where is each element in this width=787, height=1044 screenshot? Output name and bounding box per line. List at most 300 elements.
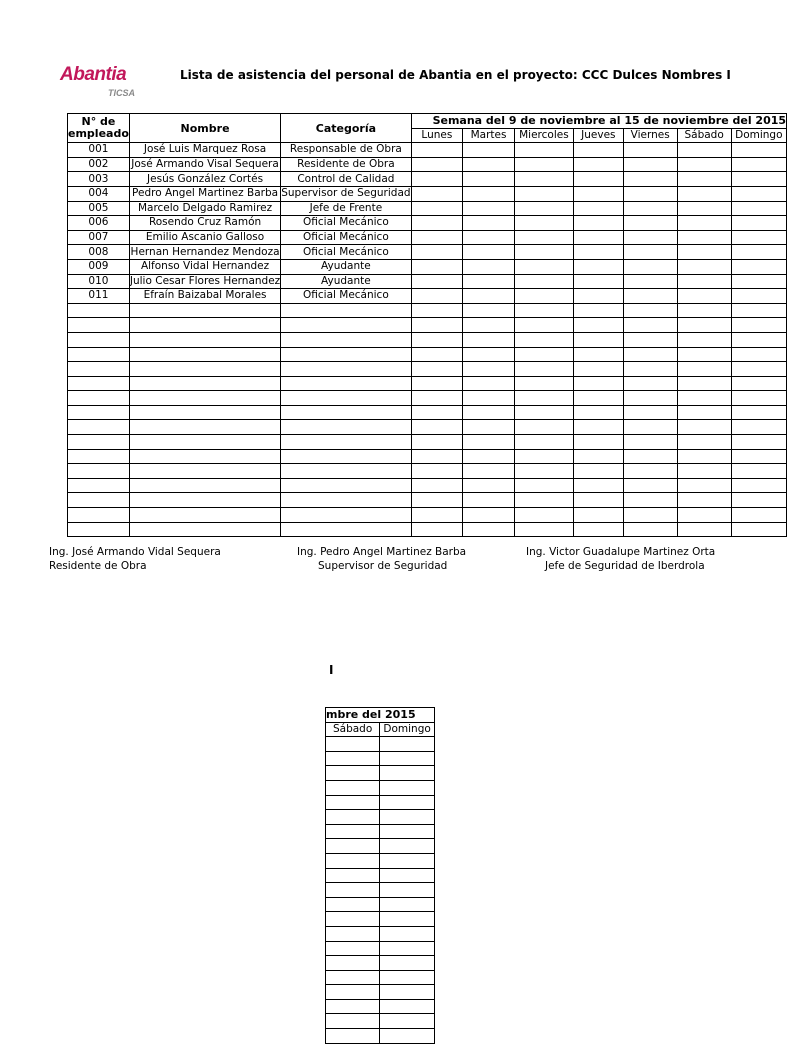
attendance-cell: [573, 143, 623, 158]
attendance-cell: [514, 289, 573, 304]
empty-table-row: [68, 362, 787, 377]
attendance-cell: [411, 186, 463, 201]
empty-table-row: [326, 868, 435, 883]
attendance-cell: [573, 289, 623, 304]
attendance-cell: [380, 985, 435, 1000]
empty-table-row: [68, 376, 787, 391]
empty-cell: [411, 332, 463, 347]
day-header: Jueves: [573, 128, 623, 143]
empty-cell: [68, 332, 130, 347]
employee-name-cell: Efraín Baizabal Morales: [129, 289, 280, 304]
table-row: [68, 274, 787, 289]
empty-cell: [731, 508, 786, 523]
employee-name-cell: Jesús González Cortés: [129, 172, 280, 187]
day-header: Sábado: [677, 128, 731, 143]
attendance-cell: [677, 230, 731, 245]
empty-table-row: [326, 897, 435, 912]
empty-cell: [731, 332, 786, 347]
empty-cell: [463, 332, 515, 347]
empty-cell: [68, 303, 130, 318]
document-title: Lista de asistencia del personal de Abantia en el proyecto: CCC Dulces Nombres I: [180, 68, 731, 82]
attendance-cell: [326, 795, 380, 810]
empty-cell: [731, 405, 786, 420]
attendance-cell: [573, 230, 623, 245]
empty-cell: [68, 318, 130, 333]
empty-cell: [514, 420, 573, 435]
empty-cell: [463, 449, 515, 464]
attendance-cell: [463, 186, 515, 201]
employee-category-cell: Oficial Mecánico: [281, 230, 411, 245]
attendance-cell: [731, 245, 786, 260]
employee-name-cell: Pedro Angel Martinez Barba: [129, 186, 280, 201]
attendance-cell: [623, 245, 677, 260]
empty-cell: [731, 420, 786, 435]
empty-cell: [411, 347, 463, 362]
empty-cell: [573, 508, 623, 523]
empty-cell: [573, 522, 623, 537]
employee-category-cell: Ayudante: [281, 259, 411, 274]
logo-subtitle: TICSA: [108, 88, 135, 98]
empty-cell: [68, 420, 130, 435]
attendance-cell: [326, 897, 380, 912]
employee-name-cell: Hernan Hernandez Mendoza: [130, 245, 280, 258]
empty-cell: [573, 318, 623, 333]
empty-cell: [411, 478, 463, 493]
employee-category-cell: Supervisor de Seguridad: [281, 187, 411, 200]
attendance-cell: [411, 201, 463, 216]
attendance-cell: [731, 289, 786, 304]
empty-cell: [411, 435, 463, 450]
attendance-cell: [573, 172, 623, 187]
empty-cell: [573, 376, 623, 391]
empty-cell: [514, 303, 573, 318]
attendance-cell: [514, 143, 573, 158]
attendance-cell: [326, 941, 380, 956]
empty-cell: [514, 332, 573, 347]
empty-cell: [514, 376, 573, 391]
continuation-title-tail: I: [329, 663, 334, 677]
attendance-cell: [380, 970, 435, 985]
empty-cell: [129, 522, 280, 537]
empty-cell: [573, 449, 623, 464]
empty-cell: [68, 435, 130, 450]
attendance-cell: [411, 157, 463, 172]
attendance-cell: [380, 751, 435, 766]
attendance-cell: [411, 216, 463, 231]
attendance-cell: [380, 795, 435, 810]
signature-name: Ing. José Armando Vidal Sequera: [49, 546, 221, 558]
empty-cell: [463, 405, 515, 420]
empty-cell: [281, 303, 411, 318]
attendance-cell: [463, 274, 515, 289]
empty-table-row: [326, 985, 435, 1000]
empty-cell: [68, 478, 130, 493]
empty-cell: [677, 347, 731, 362]
employee-number-cell: 006: [68, 216, 130, 231]
empty-cell: [573, 493, 623, 508]
attendance-cell: [326, 810, 380, 825]
empty-cell: [514, 347, 573, 362]
empty-cell: [731, 493, 786, 508]
attendance-cell: [380, 1014, 435, 1029]
empty-cell: [623, 376, 677, 391]
attendance-cell: [573, 157, 623, 172]
empty-table-row: [326, 810, 435, 825]
empty-cell: [281, 420, 411, 435]
empty-cell: [573, 347, 623, 362]
empty-cell: [677, 420, 731, 435]
empty-cell: [68, 449, 130, 464]
continuation-header-row: [326, 708, 435, 723]
employee-category-cell: Ayudante: [281, 274, 411, 289]
employee-number-cell: 002: [68, 157, 130, 172]
table-row: [68, 172, 787, 187]
empty-cell: [677, 493, 731, 508]
empty-cell: [411, 493, 463, 508]
attendance-cell: [514, 172, 573, 187]
empty-cell: [623, 493, 677, 508]
employee-category-cell: Jefe de Frente: [281, 201, 411, 216]
empty-cell: [129, 493, 280, 508]
empty-cell: [463, 420, 515, 435]
employee-category-cell: Oficial Mecánico: [281, 245, 411, 260]
employee-category-cell: Responsable de Obra: [281, 143, 411, 158]
empty-cell: [514, 449, 573, 464]
empty-cell: [129, 435, 280, 450]
empty-cell: [281, 318, 411, 333]
empty-cell: [514, 493, 573, 508]
empty-table-row: [326, 970, 435, 985]
empty-cell: [677, 303, 731, 318]
employee-category-cell: Oficial Mecánico: [281, 289, 411, 304]
attendance-cell: [463, 245, 515, 260]
empty-cell: [281, 332, 411, 347]
empty-table-row: [326, 926, 435, 941]
attendance-cell: [380, 737, 435, 752]
header-employee-number-line2: empleado: [68, 127, 129, 141]
empty-cell: [677, 332, 731, 347]
empty-table-row: [68, 435, 787, 450]
empty-cell: [623, 478, 677, 493]
empty-cell: [514, 478, 573, 493]
empty-table-row: [326, 751, 435, 766]
empty-table-row: [326, 956, 435, 971]
empty-cell: [129, 332, 280, 347]
empty-cell: [129, 405, 280, 420]
empty-cell: [514, 362, 573, 377]
empty-cell: [677, 508, 731, 523]
attendance-cell: [326, 1014, 380, 1029]
table-row: [68, 216, 787, 231]
empty-cell: [514, 405, 573, 420]
empty-cell: [463, 376, 515, 391]
empty-cell: [129, 508, 280, 523]
empty-cell: [677, 362, 731, 377]
empty-cell: [463, 508, 515, 523]
attendance-cell: [326, 766, 380, 781]
empty-cell: [573, 391, 623, 406]
attendance-cell: [677, 201, 731, 216]
day-header: Domingo: [731, 128, 786, 143]
attendance-cell: [731, 274, 786, 289]
empty-cell: [129, 376, 280, 391]
attendance-cell: [514, 259, 573, 274]
table-row: [68, 157, 787, 172]
empty-table-row: [68, 478, 787, 493]
employee-number-cell: 004: [68, 186, 130, 201]
empty-cell: [731, 449, 786, 464]
empty-cell: [623, 435, 677, 450]
empty-cell: [463, 522, 515, 537]
empty-cell: [68, 508, 130, 523]
empty-cell: [129, 420, 280, 435]
signature-role: Jefe de Seguridad de Iberdrola: [545, 560, 705, 572]
employee-category-cell: Residente de Obra: [281, 157, 411, 172]
empty-cell: [514, 508, 573, 523]
header-employee-number: [68, 114, 130, 143]
attendance-cell: [514, 274, 573, 289]
empty-table-row: [68, 405, 787, 420]
empty-cell: [623, 303, 677, 318]
attendance-cell: [380, 941, 435, 956]
attendance-cell: [380, 810, 435, 825]
attendance-cell: [380, 780, 435, 795]
empty-cell: [677, 478, 731, 493]
attendance-cell: [731, 230, 786, 245]
empty-cell: [68, 347, 130, 362]
employee-number-cell: 010: [68, 274, 130, 289]
empty-cell: [623, 522, 677, 537]
attendance-cell: [677, 172, 731, 187]
empty-cell: [731, 435, 786, 450]
empty-cell: [573, 405, 623, 420]
table-row: [68, 245, 787, 260]
empty-cell: [677, 318, 731, 333]
empty-cell: [463, 318, 515, 333]
attendance-cell: [326, 751, 380, 766]
attendance-cell: [380, 824, 435, 839]
attendance-cell: [573, 274, 623, 289]
empty-cell: [129, 449, 280, 464]
empty-cell: [411, 391, 463, 406]
attendance-cell: [411, 245, 463, 260]
attendance-cell: [573, 259, 623, 274]
signature-name: Ing. Pedro Angel Martinez Barba: [297, 546, 467, 558]
empty-cell: [677, 391, 731, 406]
empty-cell: [573, 303, 623, 318]
attendance-cell: [514, 216, 573, 231]
empty-table-row: [68, 420, 787, 435]
empty-cell: [463, 303, 515, 318]
attendance-cell: [731, 186, 786, 201]
attendance-cell: [326, 970, 380, 985]
attendance-cell: [514, 230, 573, 245]
attendance-cell: [326, 926, 380, 941]
empty-cell: [411, 420, 463, 435]
day-header: Martes: [463, 128, 515, 143]
employee-number-cell: 011: [68, 289, 130, 304]
attendance-cell: [731, 216, 786, 231]
empty-table-row: [326, 912, 435, 927]
empty-cell: [463, 464, 515, 479]
attendance-cell: [380, 926, 435, 941]
empty-cell: [623, 405, 677, 420]
attendance-cell: [463, 157, 515, 172]
empty-cell: [281, 347, 411, 362]
empty-cell: [677, 405, 731, 420]
employee-name-cell: Marcelo Delgado Ramirez: [129, 201, 280, 216]
employee-number-cell: 007: [68, 230, 130, 245]
empty-cell: [623, 332, 677, 347]
empty-cell: [129, 303, 280, 318]
empty-cell: [281, 493, 411, 508]
attendance-cell: [463, 230, 515, 245]
attendance-cell: [677, 157, 731, 172]
empty-cell: [463, 362, 515, 377]
empty-table-row: [68, 493, 787, 508]
empty-cell: [677, 376, 731, 391]
attendance-cell: [326, 883, 380, 898]
employee-category-cell: Oficial Mecánico: [281, 216, 411, 231]
empty-cell: [411, 405, 463, 420]
empty-cell: [514, 318, 573, 333]
attendance-cell: [411, 172, 463, 187]
empty-cell: [463, 347, 515, 362]
empty-cell: [573, 464, 623, 479]
employee-name-cell: Julio Cesar Flores Hernandez: [129, 274, 281, 287]
employee-number-cell: 009: [68, 259, 130, 274]
empty-cell: [731, 478, 786, 493]
employee-number-cell: 003: [68, 172, 130, 187]
attendance-cell: [514, 157, 573, 172]
table-row: [68, 201, 787, 216]
signature-block-2: [297, 545, 466, 573]
empty-cell: [463, 478, 515, 493]
signature-role: Supervisor de Seguridad: [318, 560, 448, 572]
empty-cell: [129, 464, 280, 479]
day-header: Sábado: [326, 722, 380, 737]
empty-cell: [411, 522, 463, 537]
empty-table-row: [68, 508, 787, 523]
empty-cell: [463, 493, 515, 508]
employee-name-cell: Emilio Ascanio Galloso: [129, 230, 280, 245]
empty-cell: [68, 493, 130, 508]
attendance-cell: [677, 259, 731, 274]
empty-cell: [731, 347, 786, 362]
attendance-cell: [677, 216, 731, 231]
empty-table-row: [326, 1014, 435, 1029]
attendance-cell: [573, 216, 623, 231]
empty-table-row: [326, 795, 435, 810]
empty-cell: [463, 435, 515, 450]
header-row-1: [68, 114, 787, 129]
attendance-cell: [380, 897, 435, 912]
signature-block-1: [49, 545, 221, 573]
attendance-cell: [514, 201, 573, 216]
empty-cell: [411, 303, 463, 318]
empty-cell: [677, 435, 731, 450]
empty-cell: [281, 435, 411, 450]
attendance-cell: [326, 868, 380, 883]
empty-cell: [623, 362, 677, 377]
empty-table-row: [68, 332, 787, 347]
empty-table-row: [326, 737, 435, 752]
empty-cell: [68, 391, 130, 406]
empty-cell: [129, 347, 280, 362]
empty-cell: [281, 522, 411, 537]
header-employee-number-line1: N° de: [81, 115, 116, 129]
attendance-cell: [573, 245, 623, 260]
table-row: [68, 259, 787, 274]
empty-cell: [129, 362, 280, 377]
empty-cell: [411, 464, 463, 479]
empty-table-row: [326, 883, 435, 898]
attendance-cell: [463, 143, 515, 158]
attendance-cell: [623, 274, 677, 289]
empty-cell: [677, 464, 731, 479]
attendance-cell: [573, 186, 623, 201]
empty-cell: [514, 464, 573, 479]
empty-table-row: [68, 391, 787, 406]
empty-table-row: [326, 999, 435, 1014]
attendance-cell: [380, 1029, 435, 1044]
attendance-cell: [326, 912, 380, 927]
empty-table-row: [326, 839, 435, 854]
signature-name: Ing. Victor Guadalupe Martinez Orta: [526, 546, 716, 558]
continuation-table: [325, 707, 435, 1044]
empty-cell: [129, 391, 280, 406]
table-row: [68, 289, 787, 304]
table-row: [68, 186, 787, 201]
attendance-cell: [380, 883, 435, 898]
empty-cell: [731, 391, 786, 406]
empty-cell: [129, 318, 280, 333]
employee-number-cell: 001: [68, 143, 130, 158]
signature-role: Residente de Obra: [49, 560, 147, 572]
empty-cell: [731, 318, 786, 333]
attendance-cell: [380, 766, 435, 781]
empty-cell: [573, 332, 623, 347]
attendance-cell: [463, 289, 515, 304]
day-header: Lunes: [411, 128, 463, 143]
attendance-cell: [677, 274, 731, 289]
attendance-cell: [411, 274, 463, 289]
attendance-cell: [411, 289, 463, 304]
empty-cell: [281, 464, 411, 479]
empty-cell: [514, 522, 573, 537]
empty-cell: [411, 362, 463, 377]
empty-cell: [623, 391, 677, 406]
empty-cell: [411, 376, 463, 391]
empty-cell: [731, 522, 786, 537]
attendance-cell: [326, 956, 380, 971]
continuation-week-header: [326, 708, 435, 723]
empty-table-row: [326, 941, 435, 956]
attendance-cell: [677, 245, 731, 260]
attendance-cell: [326, 737, 380, 752]
attendance-cell: [463, 172, 515, 187]
empty-cell: [281, 478, 411, 493]
attendance-cell: [731, 143, 786, 158]
empty-cell: [731, 303, 786, 318]
attendance-cell: [326, 999, 380, 1014]
employee-name-cell: José Armando Visal Sequera: [131, 158, 279, 171]
attendance-cell: [623, 259, 677, 274]
attendance-cell: [514, 186, 573, 201]
employee-name-cell: Alfonso Vidal Hernandez: [129, 259, 280, 274]
attendance-cell: [326, 824, 380, 839]
empty-cell: [514, 435, 573, 450]
